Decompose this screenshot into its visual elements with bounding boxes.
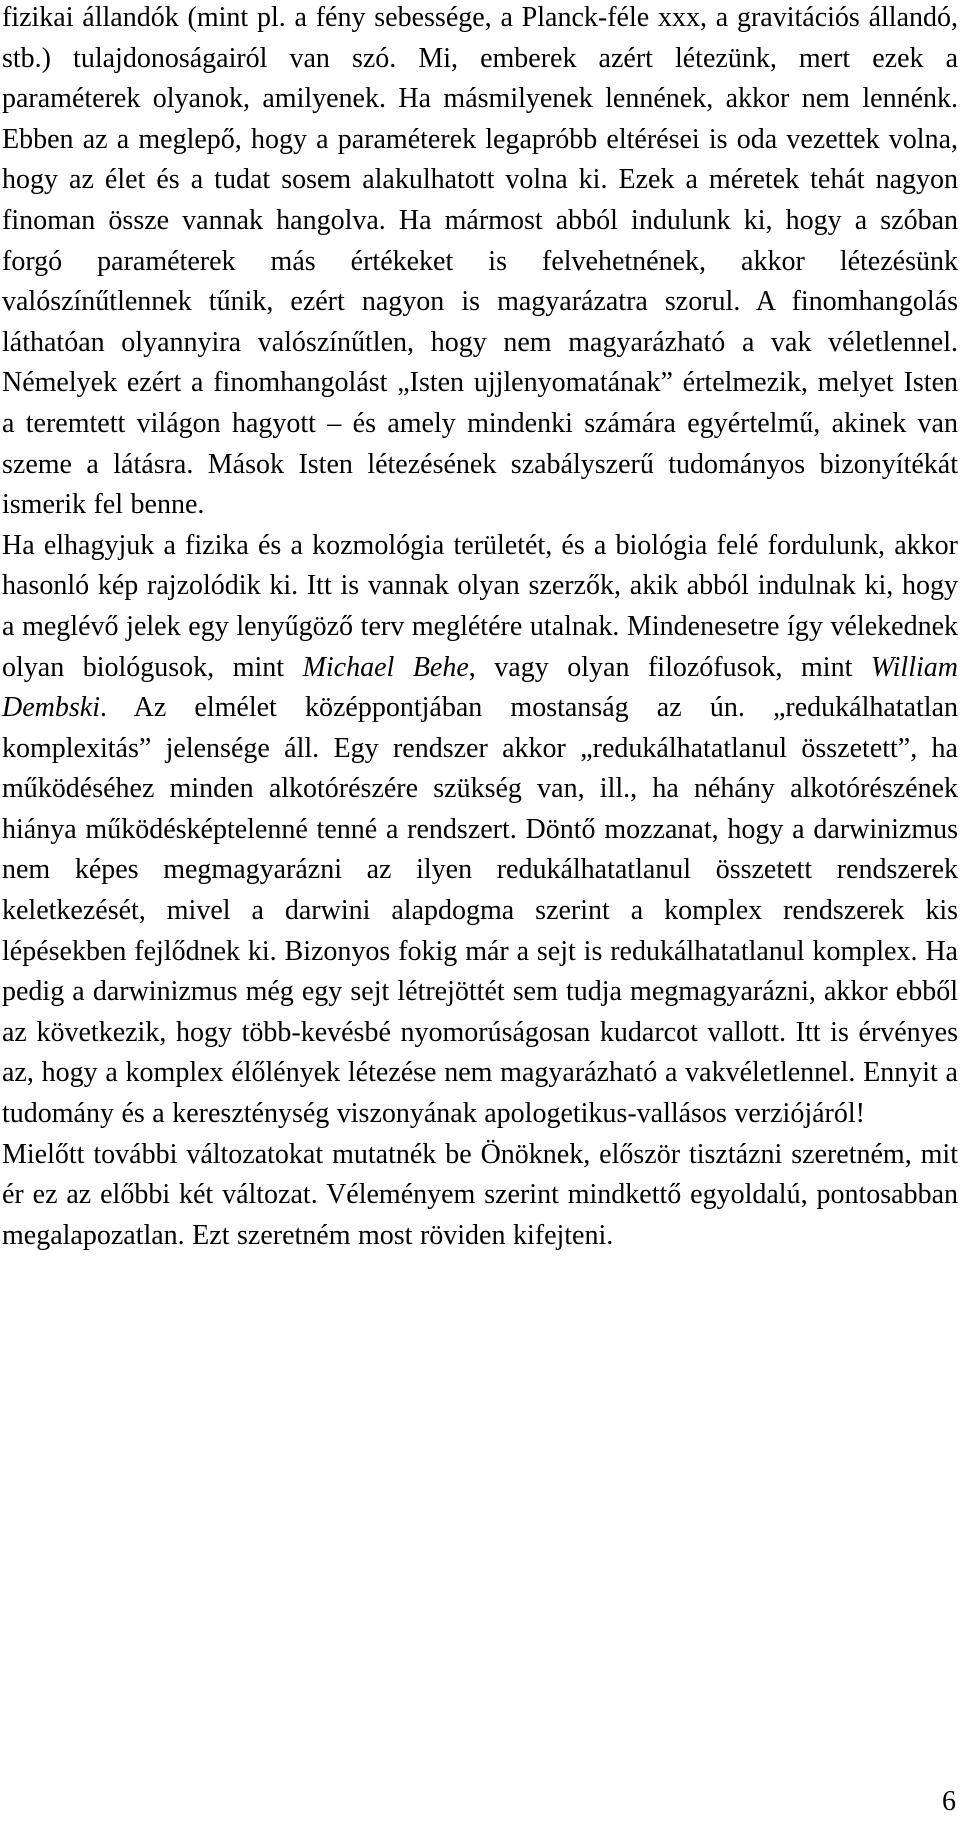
- paragraph-evaluation: [2, 1135, 958, 1257]
- paragraph-fine-tuning: [2, 0, 958, 526]
- page-number: 6: [942, 1786, 956, 1817]
- paragraph-biology: [2, 526, 958, 1135]
- paragraph-text: Ha elhagyjuk a fizika és a kozmológia területét, és a biológia felé fordulunk, akkor hasonló kép rajzolódik ki. Itt is vannak olyan szerzők, akik abból indulnak ki, hogy a meglévő jelek egy lenyűgöző terv meglétére utalnak. Mindenesetre így vélekednek olyan biológusok, mint: [2, 529, 958, 683]
- paragraph-text: , vagy olyan filozófusok, mint: [468, 651, 871, 683]
- paragraph-text: fizikai állandók (mint pl. a fény sebessége, a Planck-féle xxx, a gravitációs állandó, stb.) tulajdonoságairól van szó. Mi, emberek azért létezünk, mert ezek a paraméterek olyanok, amilyenek. Ha másmilyenek lennének, akkor nem lennénk. Ebben az a meglepő, hogy a paraméterek legapróbb eltérései is oda vezettek volna, hogy az élet és a tudat sosem alakulhatott volna ki. Ezek a méretek tehát nagyon finoman össze vannak hangolva. Ha mármost abból indulunk ki, hogy a szóban forgó paraméterek más értékeket is felvehetnének, akkor létezésünk valószínűtlennek tűnik, ezért nagyon is magyarázatra szorul. A finomhangolás láthatóan olyannyira valószínűtlen, hogy nem magyarázható a vak véletlennel. Némelyek ezért a finomhangolást „Isten ujjlenyomatának” értelmezik, melyet Isten a teremtett világon hagyott – és amely mindenki számára egyértelmű, akinek van szeme a látásra. Mások Isten létezésének szabályszerű tudományos bizonyítékát ismerik fel benne.: [2, 2, 958, 521]
- body-text: [2, 0, 958, 1256]
- name-michael-behe: Michael Behe: [302, 651, 469, 683]
- paragraph-text: Mielőtt további változatokat mutatnék be Önöknek, először tisztázni szeretném, mit ér ez az előbbi két változat. Véleményem szerint mindkettő egyoldalú, pontosabban megalapozatlan. Ezt szeretném most röviden kifejteni.: [2, 1138, 958, 1251]
- paragraph-text: . Az elmélet középpontjában mostanság az ún. „redukálhatatlan komplexitás” jelensége áll. Egy rendszer akkor „redukálhatatlanul összetett”, ha működéséhez minden alkotórészére szükség van, ill., ha néhány alkotórészének hiánya működésképtelenné tenné a rendszert. Döntő mozzanat, hogy a darwinizmus nem képes megmagyarázni az ilyen redukálhatatlanul összetett rendszerek keletkezését, mivel a darwini alapdogma szerint a komplex rendszerek kis lépésekben fejlődnek ki. Bizonyos fokig már a sejt is redukálhatatlanul komplex. Ha pedig a darwinizmus még egy sejt létrejöttét sem tudja megmagyarázni, akkor ebből az következik, hogy több-kevésbé nyomorúságosan kudarcot vallott. Itt is érvényes az, hogy a komplex élőlények létezése nem magyarázható a vakvéletlennel. Ennyit a tudomány és a kereszténység viszonyának apologetikus-vallásos verziójáról!: [2, 692, 958, 1130]
- name-william-dembski: William Dembski: [2, 651, 958, 724]
